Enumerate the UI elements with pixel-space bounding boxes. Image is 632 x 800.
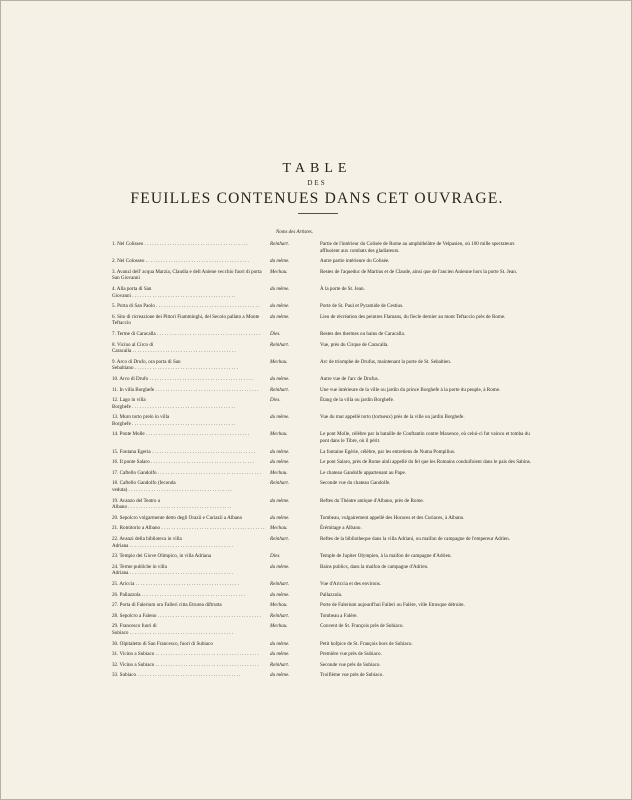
table-row [112, 331, 532, 338]
title-divider [298, 213, 338, 214]
italian-title: 2. Nel Colosseo . . . [112, 258, 268, 265]
italian-title: 27. Porta di Falerium ora Falleri citta Etrurea diftrutta [112, 602, 222, 609]
artist-name: Reinhart. [270, 241, 290, 247]
italian-title: 31. Vicino a Subiaco . . . [112, 651, 268, 658]
french-description: Tombeau a Falère. [320, 612, 358, 619]
page-title: TABLE [282, 161, 352, 176]
italian-title: 32. Vicino a Subiaco . . . [112, 662, 268, 669]
italian-title: 23. Tempio dei Giove Olimpico, in villa Adriana [112, 553, 212, 560]
italian-title: 5. Porta di San Paolo . . . [112, 303, 268, 310]
title-connector: DES [307, 179, 327, 187]
italian-title: 30. Olpitaletto di San Francesco, fuori di Subiaco [112, 640, 213, 647]
table-row [112, 592, 532, 599]
table-row [112, 553, 532, 560]
artist-name: du même. [270, 651, 290, 658]
table-row [112, 387, 532, 394]
table-row [112, 314, 532, 327]
table-row [112, 564, 532, 577]
french-description: Partie de l'intérieur du Colisée de Rome au amphithéâtre de Velpasien, où 100 mille spectateurs affluoient aux combats des gladiateurs. [320, 241, 515, 254]
french-description: Pallazzola. [320, 591, 343, 598]
table-row [112, 651, 532, 658]
table-row [112, 431, 532, 444]
italian-title: 10. Arco di Drufo . . . [112, 376, 268, 383]
artist-name: Mechau. [270, 623, 288, 630]
french-description: Le pont Molle, célèbre par la bataille de Conftantin contre Maxence, où celui-ci fut vaincu et tomba du pont dans le Tibre, où il périt. [320, 431, 530, 445]
artist-name: Reinhart. [270, 480, 290, 487]
french-description: Première vue près de Subiaco. [320, 651, 382, 658]
italian-title: 26. Pallazzola . . . [112, 592, 268, 599]
table-of-plates [112, 241, 532, 683]
artist-name: du même. [270, 459, 290, 466]
artist-name: du même. [270, 285, 290, 292]
italian-title: 25. Ariccia . . . [112, 581, 268, 588]
french-description: La fontaine Egérie, célèbre, par les entretiens de Numa Pompilius. [320, 448, 456, 455]
italian-title: 18. Caftello Gandolfo (feconda veduta) . . . [112, 480, 268, 493]
french-description: Troifième vue près de Subiaco. [320, 672, 384, 679]
french-description: Vue d'Ariccia et des environs. [320, 580, 382, 587]
french-description: Bains publics, dans la maifon de campagne d'Adrien. [320, 563, 429, 570]
artist-name: du même. [270, 258, 290, 265]
italian-title: 6. Sito di ricreazione dei Pittori Fiamminghi, del Secolo pallato a Monte Teftaccio [112, 313, 260, 327]
artist-name: Mechau. [270, 268, 288, 275]
table-row [112, 342, 532, 355]
french-description: Temple de Jupiter Olympien, à la maifon de campagne d'Adrien. [320, 553, 452, 560]
table-row [112, 515, 532, 522]
french-description: Restes de l'aqueduc de Martius et de Claude, ainsi que de l'ancien Anienne hors la porte St. Jean. [320, 268, 518, 275]
table-row [112, 662, 532, 669]
artist-name: du même. [270, 414, 290, 421]
french-description: Porte de St. Paul et Pyramide de Cestius. [320, 303, 404, 310]
french-description: Étang de la villa ou jardin Borghefe. [320, 397, 395, 404]
italian-title: 9. Arco di Drufo, ora porta di San Sebaltiano . . . [112, 359, 268, 372]
italian-title: 29. Francesco fuori di Subiaco . . . [112, 623, 268, 636]
french-description: Le pont Salaro, près de Rome ainli appellé du fel que les Romains conduifoient dans le pais des Sabins. [320, 459, 532, 466]
table-row [112, 241, 532, 254]
artist-name: du même. [270, 303, 290, 310]
artist-name: Mechau. [270, 431, 288, 438]
artist-name: du même. [270, 313, 290, 320]
artist-name: Reinhart. [270, 341, 290, 348]
french-description: Le chateau Gandolfe appartenant au Pape. [320, 469, 406, 476]
artist-name: Mechau. [270, 358, 288, 365]
italian-title: 14. Ponte Molle . . . [112, 431, 268, 444]
artist-name: Reinhart. [270, 580, 290, 587]
artist-name: Dies. [270, 553, 281, 560]
table-row [112, 414, 532, 427]
table-row [112, 498, 532, 511]
table-row [112, 581, 532, 588]
table-row [112, 449, 532, 456]
french-description: Porte de Falerium aujourd'hui Falleri ou Falère, ville Etrusque détruite. [320, 602, 465, 609]
artist-name: du même. [270, 514, 290, 521]
french-description: À la porte de St. Jean. [320, 285, 365, 292]
table-row [112, 480, 532, 493]
french-description: Vue, près du Cirque de Caracalla. [320, 341, 389, 348]
french-description: Autre partie intérieure du Colisée. [320, 258, 390, 265]
artist-name: du même. [270, 448, 290, 455]
french-description: Seconde vue du chateau Gandolfe. [320, 480, 391, 487]
table-row [112, 536, 532, 549]
italian-title: 17. Caftello Gandolfo . . . [112, 470, 268, 477]
artist-name: Reinhart. [270, 661, 290, 668]
table-row [112, 397, 532, 410]
italian-title: 15. Fontana Egeria . . . [112, 449, 268, 456]
table-row [112, 303, 532, 310]
italian-title: 4. Alla porta di San Giovanni . . . [112, 286, 268, 299]
italian-title: 28. Sepolcro a Faleno . . . [112, 613, 268, 620]
italian-title: 24. Terme publiche in villa Adriana . . . [112, 564, 268, 577]
french-description: Seconde vue près de Subiaco. [320, 661, 381, 668]
table-row [112, 359, 532, 372]
artist-name: Reinhart. [270, 386, 290, 393]
italian-title: 7. Terme di Caracalla . . . [112, 331, 268, 338]
table-row [112, 613, 532, 620]
artist-name: Mechau. [270, 602, 288, 609]
italian-title: 1. Nel Colisseo . . . [112, 241, 268, 254]
french-description: Tombeau, vulgairement appellé des Horaces et des Curiaces, à Albano. [320, 514, 465, 521]
artist-name: Mechau. [270, 469, 288, 476]
table-row [112, 470, 532, 477]
artist-name: Dies. [270, 397, 281, 404]
italian-title: 21. Romitorio a Albano . . . [112, 525, 268, 532]
table-row [112, 269, 532, 282]
table-row [112, 525, 532, 532]
artist-name: du même. [270, 591, 290, 598]
italian-title: 19. Avanzo del Teatro a Albano . . . [112, 498, 268, 511]
artist-name: Reinhart. [270, 536, 290, 542]
artist-name: du même. [270, 497, 290, 504]
table-row [112, 641, 532, 648]
italian-title: 33. Subiaco . . . [112, 672, 268, 679]
artist-name: du même. [270, 563, 290, 570]
french-description: Petit hofpice de St. François hors de Subiaco. [320, 640, 413, 647]
italian-title: 8. Vicino al Circo di Caracalla . . . [112, 342, 268, 355]
italian-title: 3. Avanzi dell' acqua Marzia, Claudia e dell Aniene vecchio fuori di porta San Giovanni [112, 268, 262, 282]
table-row [112, 459, 532, 466]
artist-name: Mechau. [270, 525, 288, 532]
french-description: Reftes de la bibliotheque dans la villa Adriani, ou maifon de campagne de l'empereur Adrien. [320, 536, 510, 542]
italian-title: 13. Muro torto prelo in villa Borghefe . . . [112, 414, 268, 427]
italian-title: 20. Sepolcro volgarmente detto degli Orazii e Curiazii a Albano [112, 514, 243, 521]
table-row [112, 286, 532, 299]
french-description: Lieu de récréation des peintres Flamans, du fiecle dernier au mont Teftaccio près de Rome. [320, 313, 506, 320]
french-description: Arc de triomphe de Drufus, maintenant la porte de St. Sebaltien. [320, 358, 452, 365]
table-row [112, 672, 532, 679]
artist-name: Reinhart. [270, 612, 290, 619]
french-description: Convent de St. François près de Subiaco. [320, 623, 404, 630]
table-row [112, 623, 532, 636]
french-description: Autre vue de l'arc de Drufus. [320, 375, 379, 382]
french-description: Restes des thermes ou bains de Caracalla. [320, 330, 406, 337]
artists-column-header: Noms des Artistes. [276, 230, 313, 235]
artist-name: du même. [270, 640, 290, 647]
table-row [112, 258, 532, 265]
italian-title: 22. Avanzi della biblioteca in villa Adriana . . . [112, 536, 268, 549]
page-subtitle: FEUILLES CONTENUES DANS CET OUVRAGE. [130, 190, 504, 207]
french-description: Vue du mur appellé torto (tortueux) près de la ville ou jardin Borghefe. [320, 414, 465, 421]
table-row [112, 376, 532, 383]
italian-title: 11. In villa Borghefe . . . [112, 387, 268, 394]
artist-name: Dies. [270, 330, 281, 337]
artist-name: du même. [270, 375, 290, 382]
french-description: Érémitage a Albano. [320, 525, 362, 532]
french-description: Reftes du Théatre antique d'Albano, près de Rome. [320, 497, 424, 504]
french-description: Une vue intérieure de la ville ou jardin du prince Borghefe à la porte du peuple, à Rome. [320, 386, 501, 393]
artist-name: du même. [270, 672, 290, 679]
table-row [112, 602, 532, 609]
italian-title: 12. Lago in villa Borghefe . . . [112, 397, 268, 410]
italian-title: 16. Il ponte Salaro . . . [112, 459, 268, 466]
